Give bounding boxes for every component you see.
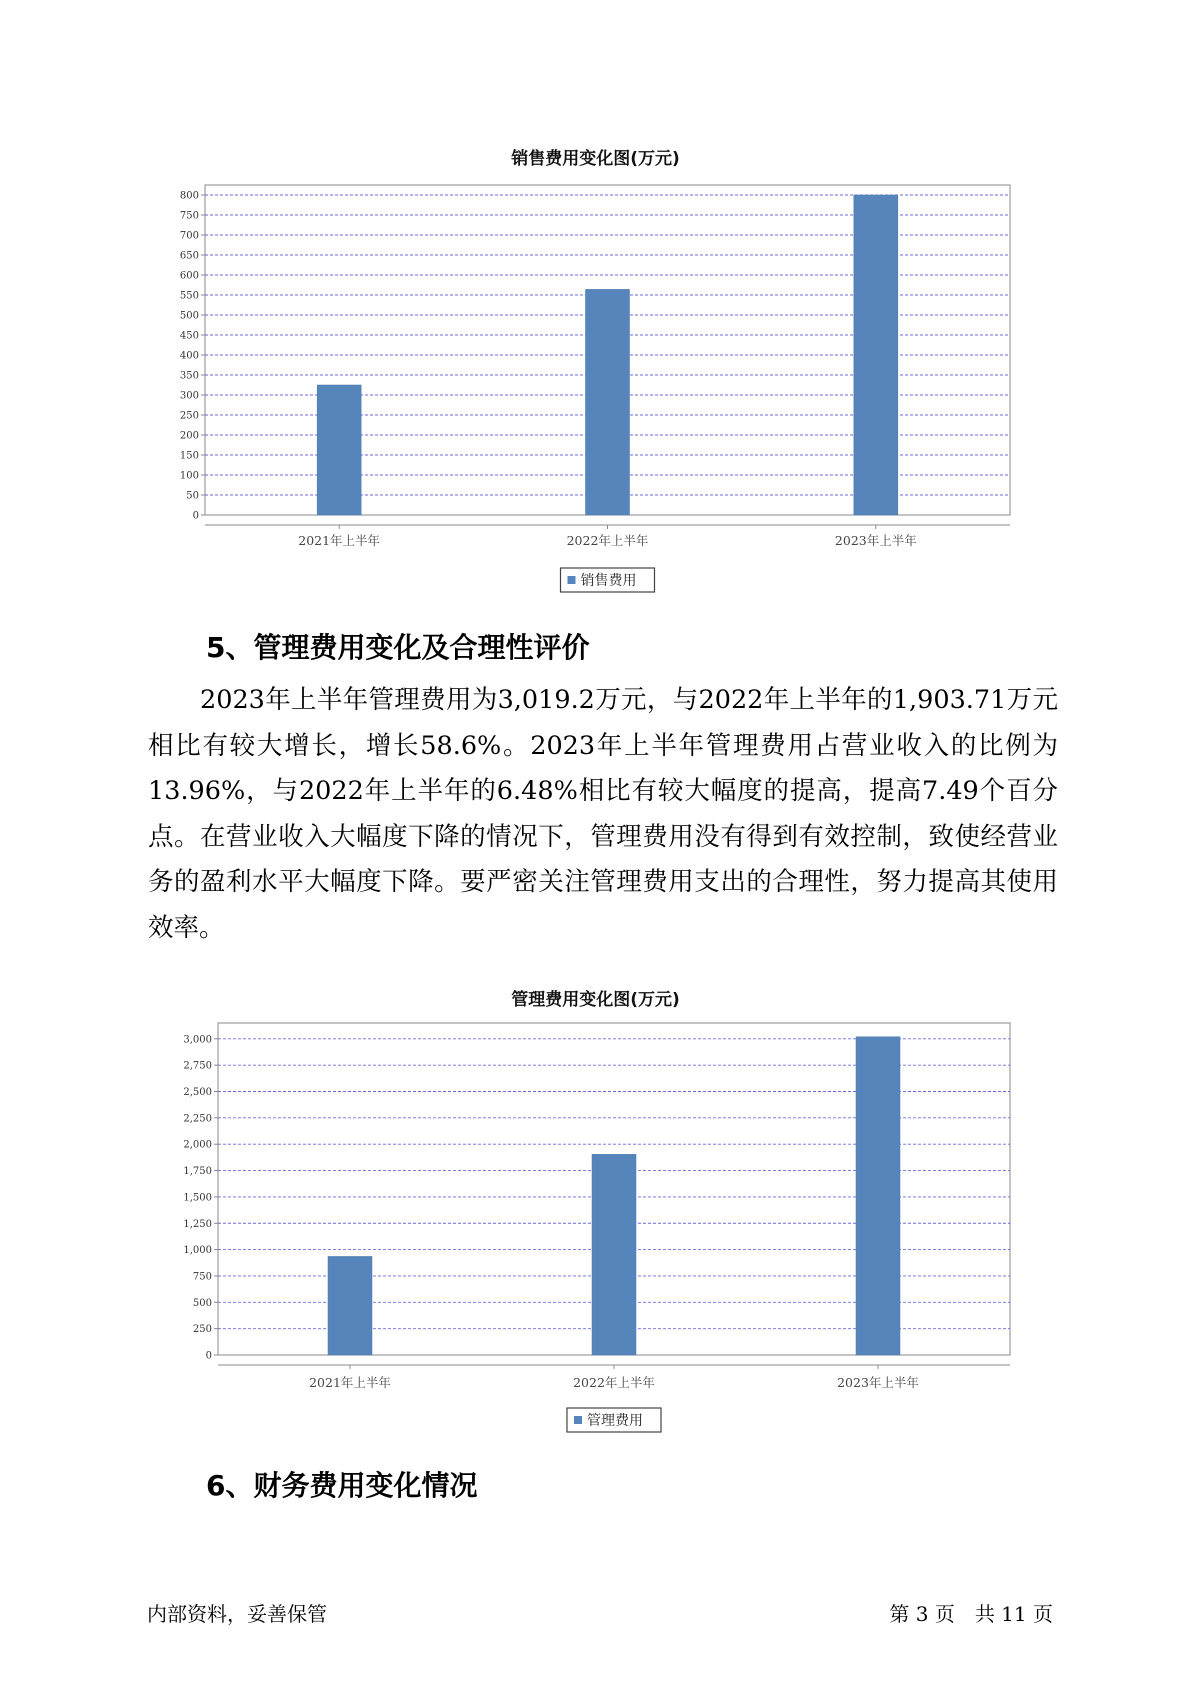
y-tick-label: 1,750 <box>183 1166 212 1178</box>
y-tick-label: 250 <box>192 1324 212 1336</box>
y-tick-label: 300 <box>179 390 199 402</box>
footer-confidential-note: 内部资料，妥善保管 <box>147 1602 327 1626</box>
y-tick-label: 450 <box>179 330 199 342</box>
legend-swatch <box>574 1416 582 1424</box>
bar <box>317 385 361 515</box>
x-tick-label: 2021年上半年 <box>298 533 381 548</box>
sales-expense-chart-title: 销售费用变化图(万元) <box>511 149 680 169</box>
y-tick-label: 650 <box>179 250 199 262</box>
y-tick-label: 800 <box>179 190 199 202</box>
section-6-heading: 6、财务费用变化情况 <box>206 1469 478 1502</box>
y-tick-label: 0 <box>192 510 199 522</box>
bar <box>586 289 630 515</box>
y-tick-label: 2,750 <box>183 1060 212 1072</box>
legend-swatch <box>568 576 576 584</box>
x-tick-label: 2023年上半年 <box>837 1375 919 1390</box>
bar <box>856 1037 900 1355</box>
footer-page-number: 第 3 页 共 11 页 <box>889 1602 1053 1626</box>
legend-label: 管理费用 <box>587 1413 643 1429</box>
bar <box>592 1154 636 1355</box>
legend <box>561 568 655 592</box>
x-tick-label: 2022年上半年 <box>566 533 649 548</box>
y-tick-label: 400 <box>179 350 199 362</box>
y-tick-label: 150 <box>179 450 199 462</box>
management-expense-paragraph: 2023年上半年管理费用为3,019.2万元，与2022年上半年的1,903.71万元相比有较大增长，增长58.6%。2023年上半年管理费用占营业收入的比例为13.96%，与2022年上半年的6.48%相比有较大幅度的提高，提高7.49个百分点。在营业收入大幅度下降的情况下，管理费用没有得到有效控制，致使经营业务的盈利水平大幅度下降。要严密关注管理费用支出的合理性，努力提高其使用效率。 <box>148 685 1058 943</box>
y-tick-label: 1,500 <box>183 1192 212 1204</box>
legend <box>567 1408 661 1432</box>
y-tick-label: 0 <box>205 1350 212 1362</box>
y-tick-label: 1,000 <box>183 1245 212 1257</box>
x-tick-label: 2021年上半年 <box>309 1375 391 1390</box>
management-expense-chart-title: 管理费用变化图(万元) <box>511 990 680 1010</box>
y-tick-label: 3,000 <box>183 1034 212 1046</box>
y-tick-label: 100 <box>179 470 199 482</box>
y-tick-label: 250 <box>179 410 199 422</box>
y-tick-label: 700 <box>179 230 199 242</box>
y-tick-label: 750 <box>179 210 199 222</box>
y-tick-label: 1,250 <box>183 1218 212 1230</box>
y-tick-label: 2,250 <box>183 1113 212 1125</box>
bar <box>328 1256 372 1355</box>
management-expense-chart <box>0 1010 1191 1430</box>
y-tick-label: 550 <box>179 290 199 302</box>
y-tick-label: 50 <box>186 490 199 502</box>
section-5-heading: 5、管理费用变化及合理性评价 <box>206 631 590 664</box>
y-tick-label: 2,500 <box>183 1087 212 1099</box>
y-tick-label: 600 <box>179 270 199 282</box>
y-tick-label: 2,000 <box>183 1139 212 1151</box>
legend-label: 销售费用 <box>580 573 637 589</box>
y-tick-label: 500 <box>192 1297 212 1309</box>
bar <box>854 195 898 515</box>
x-tick-label: 2023年上半年 <box>834 533 917 548</box>
sales-expense-chart <box>0 170 1191 630</box>
y-tick-label: 750 <box>192 1271 212 1283</box>
y-tick-label: 200 <box>179 430 199 442</box>
y-tick-label: 350 <box>179 370 199 382</box>
y-tick-label: 500 <box>179 310 199 322</box>
x-tick-label: 2022年上半年 <box>573 1375 655 1390</box>
